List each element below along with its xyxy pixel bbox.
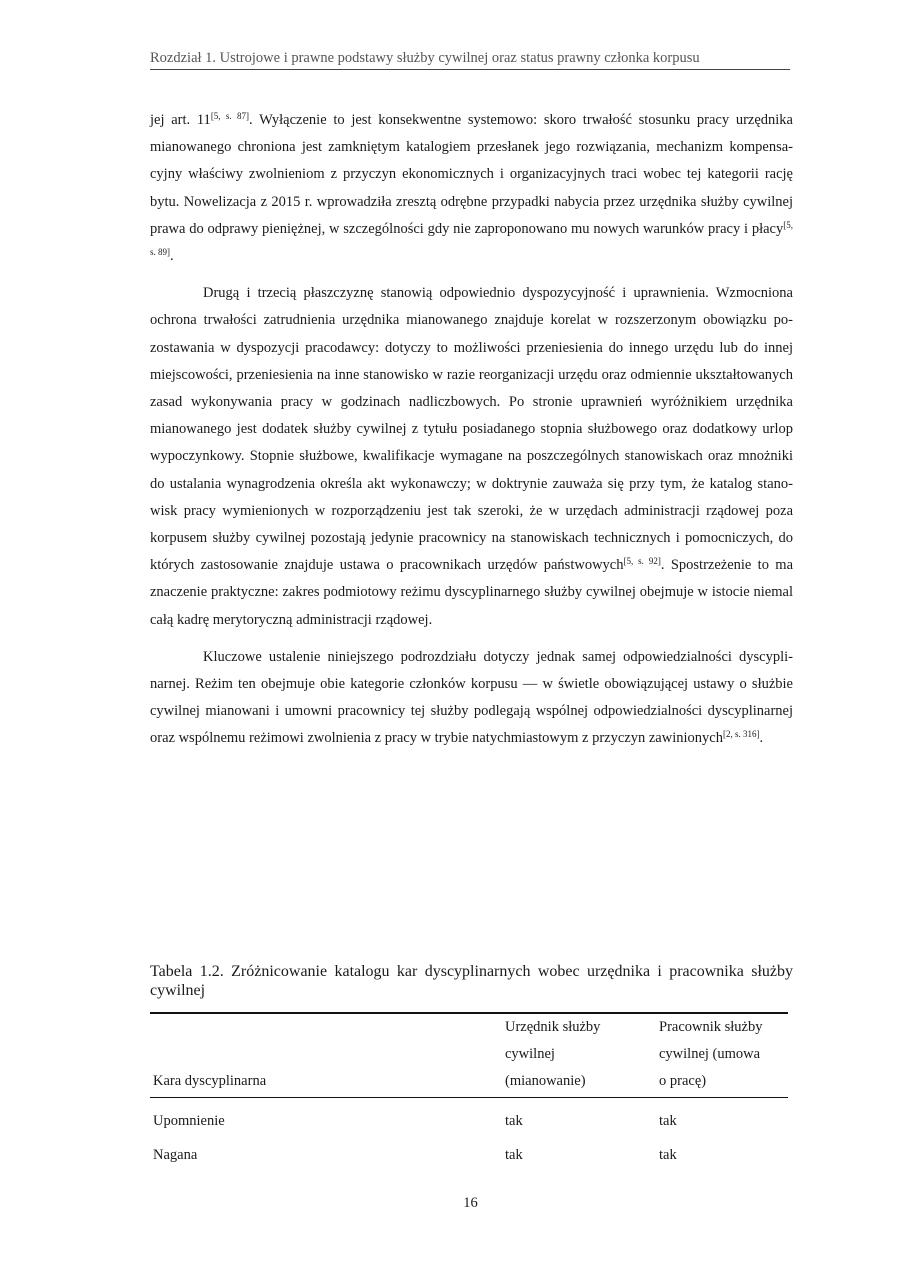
citation: [2, s. 316] <box>722 729 760 740</box>
penalties-table <box>150 1012 788 1169</box>
cell-official: tak <box>505 1147 523 1163</box>
running-header <box>150 50 790 70</box>
table-row <box>150 1098 788 1136</box>
paragraph-text: . <box>170 248 174 265</box>
column-header-employee: Pracownik służby cywilnej (umowa o pracę) <box>656 1013 788 1098</box>
cell-penalty: Upomnienie <box>153 1113 225 1129</box>
paragraph-text: jej art. 11 <box>150 112 211 128</box>
cell-official: tak <box>505 1113 523 1129</box>
paragraph-text: Drugą i trzecią płaszczyznę stanowią odpowiednio dyspozycyjność i uprawnienia. Wzmocniona ochrona trwałości zatrudnienia urzędnika mianowanego znajduje korelat w rozszerzonym obowiązku pozostawania w dyspozycji pracodawcy: dotyczy to możliwości przeniesienia do innego urzędu lub do innej miejscowości, przeniesienia na inne stanowisko w razie reorganizacji urzędu oraz odmiennie ukształtowanych zasad wykonywania pracy w godzinach nadliczbowych. Po stronie uprawnień wyróżnikiem urzędnika mianowanego jest dodatek służby cywilnej z tytułu posiadanego stopnia służbowego oraz dodatkowy urlop wypoczynkowy. Stopnie służbowe, kwalifikacje wymagane na poszczególnych stanowiskach oraz mnożniki do ustalania wynagrodzenia określa akt wykonawczy; w doktrynie zauważa się przy tym, że katalog stanowisk pracy wymienionych w rozporządzeniu jest tak szeroki, że w urzędach administracji rządowej poza korpusem służby cywilnej pozostają jedynie pracownicy na stanowiskach technicznych i pomocniczych, do których zastosowanie znajduje ustawa o pracownikach urzędów państwowych <box>150 285 793 574</box>
paragraph-text: Kluczowe ustalenie niniejszego podrozdziału dotyczy jednak samej odpowiedzialności dyscyplinarnej. Reżim ten obejmuje obie kategorie członków korpusu — w świetle obowiązującej ustawy o służbie cywilnej mianowani i umowni pracownicy tej służby podlegają wspólnej odpowiedzialności dyscyplinarnej oraz wspólnemu reżimowi zwolnienia z pracy w trybie natychmiastowym z przyczyn zawinionych <box>150 648 793 747</box>
running-title: Rozdział 1. Ustrojowe i prawne podstawy służby cywilnej oraz status prawny członka korpusu <box>150 50 700 66</box>
table-row <box>150 1135 788 1169</box>
cell-employee: tak <box>659 1147 677 1163</box>
body-text <box>150 107 793 763</box>
column-header-official: Urzędnik służby cywilnej (mianowanie) <box>502 1013 656 1098</box>
page-number: 16 <box>463 1195 478 1211</box>
cell-penalty: Nagana <box>153 1147 198 1163</box>
citation: [5, s. 87] <box>210 111 249 121</box>
paragraph-2 <box>150 280 793 634</box>
cell-employee: tak <box>659 1113 677 1129</box>
table-caption: Tabela 1.2. Zróżnicowanie katalogu kar dyscyplinarnych wobec urzędnika i pracownika służby cywilnej <box>150 963 793 999</box>
paragraph-text: . <box>759 730 764 747</box>
paragraph-3 <box>150 644 793 753</box>
citation: [5, s. 92] <box>623 556 661 567</box>
column-header-penalty: Kara dyscyplinarna <box>150 1013 502 1098</box>
citation: [5, s. 89] <box>150 219 793 258</box>
paragraph-1 <box>150 107 793 270</box>
paragraph-text: . Wyłączenie to jest konsekwentne systemowo: skoro trwałość stosunku pracy urzędnika mianowanego chroniona jest zamkniętym katalogiem przesłanek jego rozwiązania, mechanizm kompensacyjny właściwy zwolnieniom z przyczyn ekonomicznych i organizacyjnych traci wobec tej kategorii rację bytu. Nowelizacja z 2015 r. wprowadziła zresztą odrębne przypadki nabycia przez urzędnika służby cywilnej prawa do odprawy pieniężnej, w szczególności gdy nie zaproponowano mu nowych warunków pracy i płacy <box>150 112 793 237</box>
paragraph-text: . Spostrzeżenie to ma znaczenie praktyczne: zakres podmiotowy reżimu dyscyplinarnego służby cywilnej obejmuje w istocie niemal całą kadrę merytoryczną administracji rządowej. <box>150 557 794 628</box>
table-header-row <box>150 1013 788 1098</box>
